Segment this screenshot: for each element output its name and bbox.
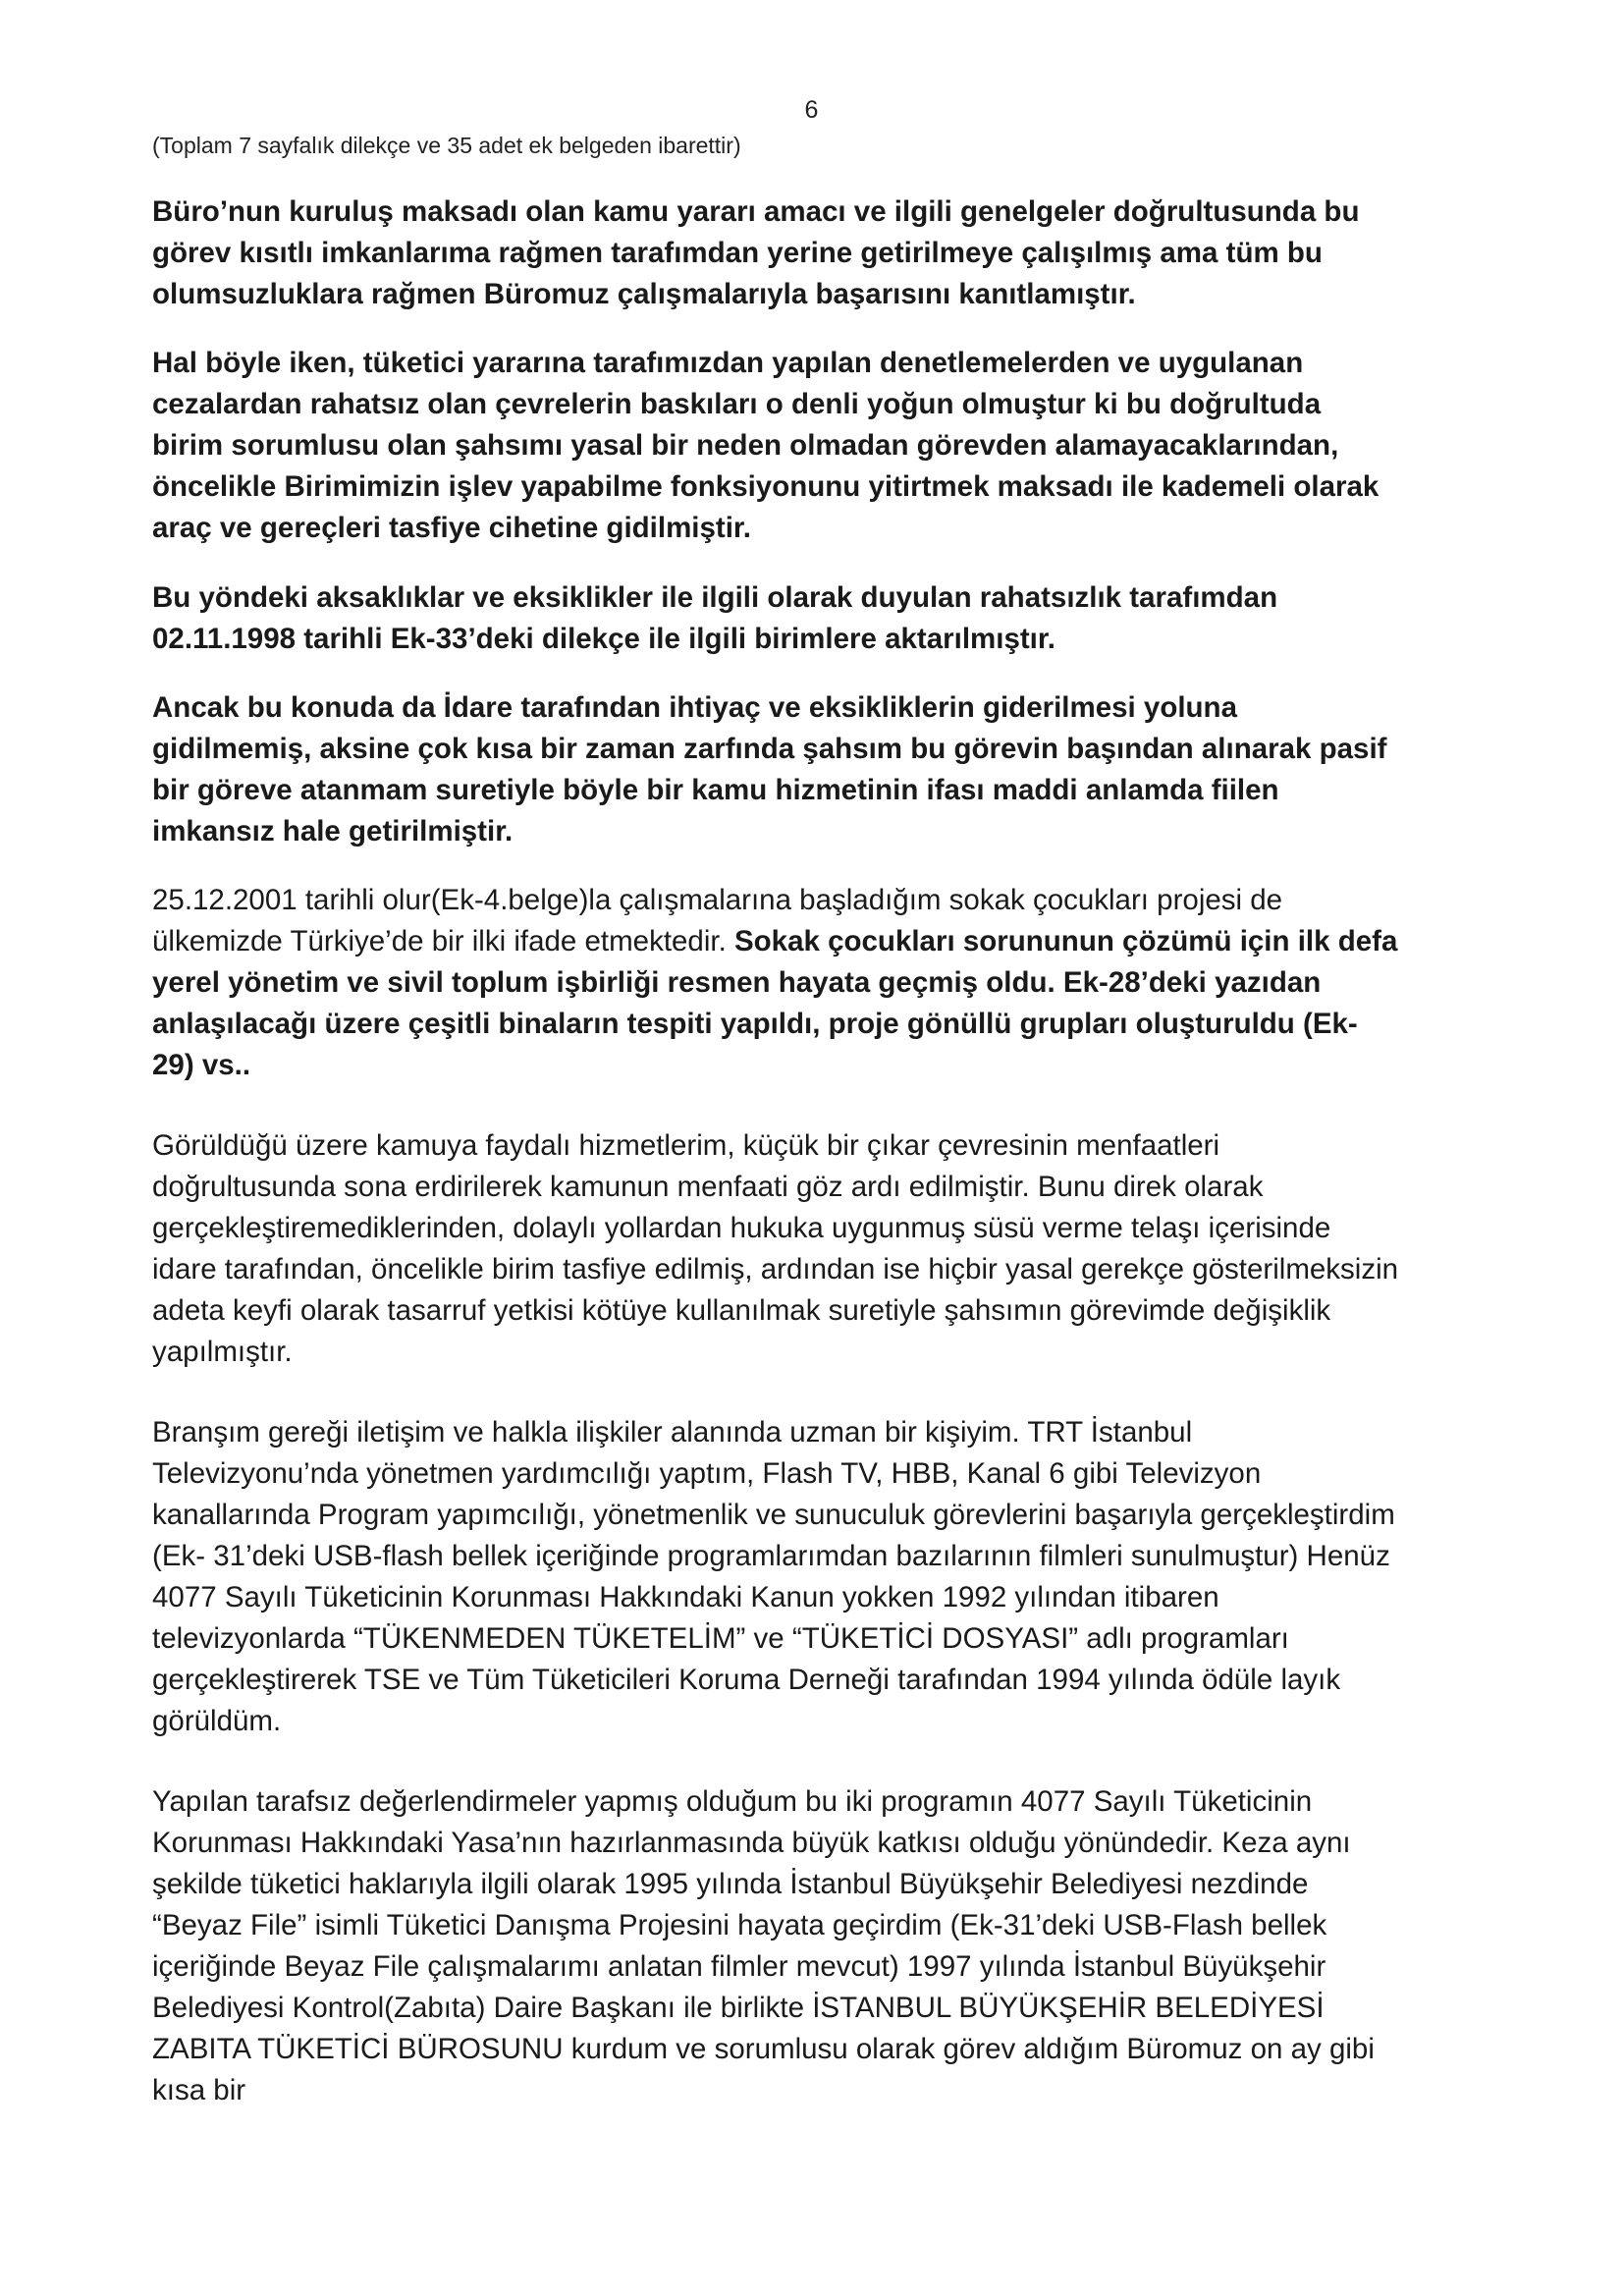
paragraph-normal-text: Branşım gereği iletişim ve halkla ilişkiler alanında uzman bir kişiyim. TRT İstanbul Televizyonu’nda yönetmen yardımcılığı yaptım, Flash TV, HBB, Kanal 6 gibi Televizyon kanallarında Program yapımcılığı, yönetmenlik ve sunuculuk görevlerini başarıyla gerçekleştirdim (Ek- 31’deki USB-flash bellek içeriğinde programlarımdan bazılarının filmleri sunulmuştur) Henüz 4077 Sayılı Tüketicinin Korunması Hakkındaki Kanun yokken 1992 yılından itibaren televizyonlarda “TÜKENMEDEN TÜKETELİM” ve “TÜKETİCİ DOSYASI” adlı programları gerçekleştirerek TSE ve Tüm Tüketicileri Koruma Derneği tarafından 1994 yılında ödüle layık görüldüm. [152,1416,1395,1737]
page-count-note: (Toplam 7 sayfalık dilekçe ve 35 adet ek belgeden ibarettir) [152,133,741,158]
document-body [152,191,1399,2111]
paragraph-bold-text: Hal böyle iken, tüketici yararına tarafımızdan yapılan denetlemelerden ve uygulanan cezalardan rahatsız olan çevrelerin baskıları o denli yoğun olmuştur ki bu doğrultuda birim sorumlusu olan şahsımı yasal bir neden olmadan görevden alamayacaklarından, öncelikle Birimimizin işlev yapabilme fonksiyonunu yitirtmek maksadı ile kademeli olarak araç ve gereçleri tasfiye cihetine gidilmiştir. [152,347,1380,544]
paragraph-bold-text: Büro’nun kuruluş maksadı olan kamu yararı amacı ve ilgili genelgeler doğrultusunda bu görev kısıtlı imkanlarıma rağmen tarafımdan yerine getirilmeye çalışılmış ama tüm bu olumsuzluklara rağmen Büromuz çalışmalarıyla başarısını kanıtlamıştır. [152,195,1360,310]
paragraph-bold-text: Sokak çocukları sorununun çözümü için ilk defa yerel yönetim ve sivil toplum işbirliği resmen hayata geçmiş oldu. Ek-28’deki yazıdan anlaşılacağı üzere çeşitli binaların tespiti yapıldı, proje gönüllü grupları oluşturuldu (Ek-29) vs.. [152,925,1398,1081]
paragraph [152,343,1399,549]
paragraph [152,577,1399,660]
paragraph [152,191,1399,315]
paragraph-bold-text: Bu yöndeki aksaklıklar ve eksiklikler ile ilgili olarak duyulan rahatsızlık tarafımdan 02.11.1998 tarihli Ek-33’deki dilekçe ile ilgili birimlere aktarılmıştır. [152,581,1278,655]
paragraph [152,687,1399,852]
page-number: 6 [804,96,819,124]
paragraph [152,880,1399,1086]
paragraph-normal-text: Görüldüğü üzere kamuya faydalı hizmetlerim, küçük bir çıkar çevresinin menfaatleri doğrultusunda sona erdirilerek kamunun menfaati göz ardı edilmiştir. Bunu direk olarak gerçekleştiremediklerinden, dolaylı yollardan hukuka uygunmuş süsü verme telaşı içerisinde idare tarafından, öncelikle birim tasfiye edilmiş, ardından ise hiçbir yasal gerekçe gösterilmeksizin adeta keyfi olarak tasarruf yetkisi kötüye kullanılmak suretiyle şahsımın görevimde değişiklik yapılmıştır. [152,1129,1399,1368]
paragraph [152,1125,1399,1373]
paragraph [152,1412,1399,1742]
paragraph-normal-text: 25.12.2001 tarihli olur(Ek-4.belge)la çalışmalarına başladığım sokak çocukları projesi de ülkemizde Türkiye’de bir ilki ifade etmektedir. [152,884,1283,957]
paragraph-bold-text: Ancak bu konuda da İdare tarafından ihtiyaç ve eksikliklerin giderilmesi yoluna gidilmemiş, aksine çok kısa bir zaman zarfında şahsım bu görevin başından alınarak pasif bir göreve atanmam suretiyle böyle bir kamu hizmetinin ifası maddi anlamda fiilen imkansız hale getirilmiştir. [152,691,1387,847]
paragraph [152,1781,1399,2111]
paragraph-normal-text: Yapılan tarafsız değerlendirmeler yapmış olduğum bu iki programın 4077 Sayılı Tüketicinin Korunması Hakkındaki Yasa’nın hazırlanmasında büyük katkısı olduğu yönündedir. Keza aynı şekilde tüketici haklarıyla ilgili olarak 1995 yılında İstanbul Büyükşehir Belediyesi nezdinde “Beyaz File” isimli Tüketici Danışma Projesini hayata geçirdim (Ek-31’deki USB-Flash bellek içeriğinde Beyaz File çalışmalarımı anlatan filmler mevcut) 1997 yılında İstanbul Büyükşehir Belediyesi Kontrol(Zabıta) Daire Başkanı ile birlikte İSTANBUL BÜYÜKŞEHİR BELEDİYESİ ZABITA TÜKETİCİ BÜROSUNU kurdum ve sorumlusu olarak görev aldığım Büromuz on ay gibi kısa bir [152,1785,1375,2106]
